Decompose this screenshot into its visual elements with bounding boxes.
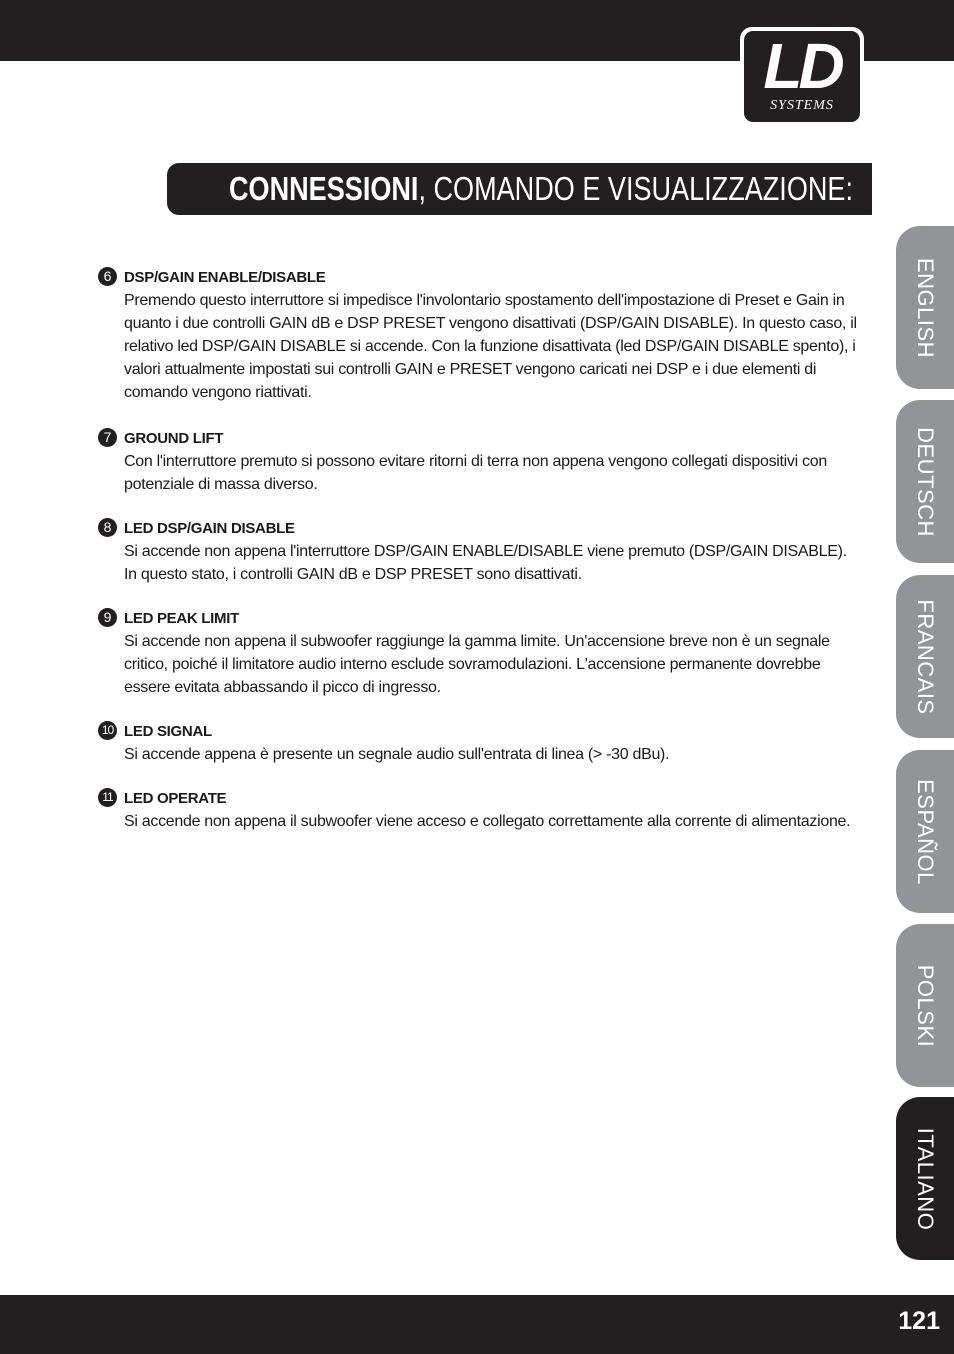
page-number: 121 — [898, 1307, 940, 1335]
tab-francais[interactable] — [896, 575, 954, 738]
item-number-badge: 11 — [98, 788, 117, 807]
tab-label: FRANCAIS — [913, 598, 938, 715]
item-heading: LED SIGNAL — [124, 723, 212, 740]
tab-label: POLSKI — [913, 964, 938, 1047]
tab-label: ITALIANO — [913, 1127, 938, 1230]
page-title-rest: , COMANDO E VISUALIZZAZIONE: — [418, 170, 853, 207]
tab-label: DEUTSCH — [913, 426, 938, 537]
tab-polski[interactable] — [896, 924, 954, 1087]
list-item — [98, 721, 858, 766]
item-heading: GROUND LIFT — [124, 430, 224, 447]
list-item — [98, 428, 858, 496]
logo-plate — [744, 31, 860, 122]
tab-label: ENGLISH — [913, 257, 938, 358]
item-heading: LED OPERATE — [124, 790, 227, 807]
list-item — [98, 608, 858, 699]
ld-systems-logo — [740, 27, 864, 126]
tab-deutsch[interactable] — [896, 400, 954, 563]
item-description: Si accende appena è presente un segnale audio sull'entrata di linea (> -30 dBu). — [124, 746, 670, 763]
item-heading: DSP/GAIN ENABLE/DISABLE — [124, 269, 326, 286]
item-list — [98, 267, 858, 833]
list-item — [98, 518, 858, 586]
item-number-badge: 10 — [98, 721, 117, 740]
tab-italiano[interactable] — [896, 1097, 954, 1260]
item-description: Si accende non appena il subwoofer viene acceso e collegato correttamente alla corrente di alimentazione. — [124, 813, 851, 830]
item-heading: LED PEAK LIMIT — [124, 610, 239, 627]
item-number-badge: 6 — [98, 267, 117, 286]
footer-bar — [0, 1295, 954, 1354]
tab-english[interactable] — [896, 226, 954, 389]
item-heading: LED DSP/GAIN DISABLE — [124, 520, 295, 537]
item-description: Premendo questo interruttore si impedisce l'involontario spostamento dell'impostazione di Preset e Gain in quanto i due controlli GAIN dB e DSP PRESET vengono disattivati (DSP/GAIN DISABLE). In questo caso, il relativo led DSP/GAIN DISABLE si accende. Con la funzione disattivata (led DSP/GAIN DISABLE spento), i valori attualmente impostati sui controlli GAIN e PRESET vengono caricati nei DSP e i due elementi di comando vengono riattivati. — [124, 292, 857, 401]
tab-label: ESPAÑOL — [913, 778, 938, 885]
logo-ld-text: LD — [763, 31, 841, 102]
list-item — [98, 788, 858, 833]
list-item — [98, 267, 858, 404]
item-description: Con l'interruttore premuto si possono evitare ritorni di terra non appena vengono collegati dispositivi con potenziale di massa diverso. — [124, 453, 827, 493]
logo-systems-text: SYSTEMS — [770, 98, 834, 113]
item-description: Si accende non appena il subwoofer raggiunge la gamma limite. Un'accensione breve non è un segnale critico, poiché il limitatore audio interno esclude sovramodulazioni. L'accensione permanente dovrebbe essere evitata abbassando il picco di ingresso. — [124, 633, 830, 696]
tab-espanol[interactable] — [896, 750, 954, 913]
item-description: Si accende non appena l'interruttore DSP/GAIN ENABLE/DISABLE viene premuto (DSP/GAIN DISABLE). In questo stato, i controlli GAIN dB e DSP PRESET sono disattivati. — [124, 543, 847, 583]
section-title-bar — [167, 163, 872, 215]
item-number-badge: 7 — [98, 428, 117, 447]
item-number-badge: 9 — [98, 608, 117, 627]
page-title-bold: CONNESSIONI — [229, 170, 419, 207]
item-number-badge: 8 — [98, 518, 117, 537]
page-title — [229, 169, 853, 209]
